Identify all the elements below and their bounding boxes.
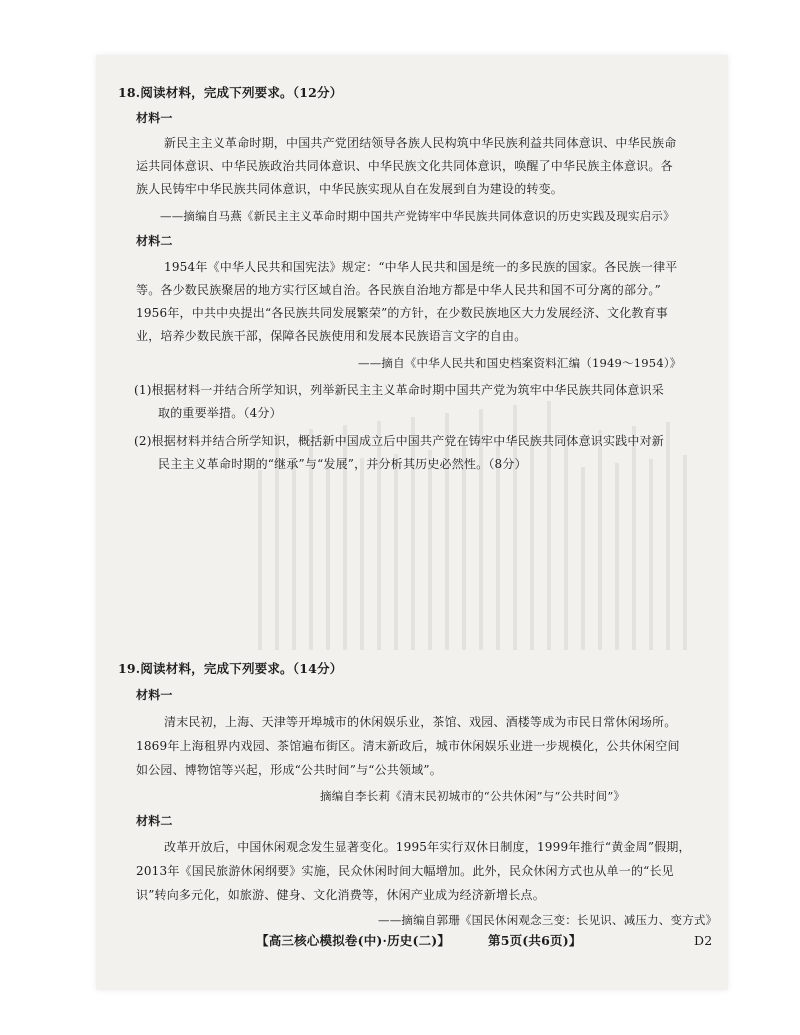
bleed-through-stroke	[598, 430, 602, 650]
q19-material2-line: 2013年《国民旅游休闲纲要》实施，民众休闲时间大幅增加。此外，民众休闲方式也从单一的“长见	[136, 864, 674, 878]
footer-exam-label: 【高三核心模拟卷(中)·历史(二)】	[256, 933, 451, 948]
q18-subquestion-1-cont: 取的重要举措。（4分）	[158, 406, 282, 420]
q19-material2-title: 材料二	[136, 814, 173, 828]
bleed-through-stroke	[564, 434, 568, 650]
footer-version-code: D2	[694, 933, 713, 948]
q18-material2-line: 业，培养少数民族干部，保障各民族使用和发展本民族语言文字的自由。	[136, 329, 527, 343]
bleed-through-stroke	[530, 438, 534, 650]
exam-page	[96, 55, 728, 990]
q18-material1-source: ——摘编自马燕《新民主主义革命时期中国共产党铸牢中华民族共同体意识的历史实践及现实启示》	[160, 209, 675, 223]
q18-subquestion-2: (2)根据材料并结合所学知识，概括新中国成立后中国共产党在铸牢中华民族共同体意识实践中对新	[134, 434, 665, 448]
bleed-through-stroke	[462, 446, 466, 650]
bleed-through-stroke	[394, 454, 398, 650]
q18-material1-line: 运共同体意识、中华民族政治共同体意识、中华民族文化共同体意识，唤醒了中华民族主体意识。各	[136, 159, 673, 173]
q19-material1-source: 摘编自李长莉《清末民初城市的“公共休闲”与“公共时间”》	[320, 789, 626, 803]
bleed-through-stroke	[292, 466, 296, 650]
bleed-through-stroke	[258, 470, 262, 650]
bleed-through-stroke	[326, 462, 330, 650]
q18-material2-line: 1954年《中华人民共和国宪法》规定：“中华人民共和国是统一的多民族的国家。各民族一律平	[164, 260, 678, 274]
q18-material2-line: 1956年，中共中央提出“各民族共同发展繁荣”的方针，在少数民族地区大力发展经济、文化教育事	[136, 306, 669, 320]
q18-material2-title: 材料二	[136, 234, 173, 248]
bleed-through-stroke	[428, 450, 432, 650]
bleed-through-stroke	[632, 426, 636, 650]
bleed-through-stroke	[666, 422, 670, 650]
bleed-through-stroke	[615, 463, 619, 650]
q18-material2-source: ——摘自《中华人民共和国史档案资料汇编（1949～1954）》	[358, 356, 682, 370]
footer-page-number: 第5页(共6页)】	[488, 933, 582, 948]
q18-subquestion-1: (1)根据材料一并结合所学知识，列举新民主主义革命时期中国共产党为筑牢中华民族共同体意识采	[134, 383, 665, 397]
bleed-through-stroke	[360, 458, 364, 650]
bleed-through-stroke	[411, 417, 415, 650]
q19-title: 19.阅读材料，完成下列要求。（14分）	[118, 661, 343, 676]
bleed-through-stroke	[649, 459, 653, 650]
q18-subquestion-2-cont: 民主主义革命时期的“继承”与“发展”，并分析其历史必然性。（8分）	[158, 457, 527, 471]
q19-material1-line: 如公园、博物馆等兴起，形成“公共时间”与“公共领域”。	[136, 763, 442, 777]
bleed-through-stroke	[581, 467, 585, 650]
q19-material1-line: 清末民初，上海、天津等开埠城市的休闲娱乐业，茶馆、戏园、酒楼等成为市民日常休闲场所。	[164, 715, 677, 729]
bleed-through-stroke	[496, 442, 500, 650]
bleed-through-stroke	[683, 455, 687, 650]
q19-material1-title: 材料一	[136, 688, 173, 702]
q19-material2-source: ——摘编自郭珊《国民休闲观念三变：长见识、减压力、变方式》	[378, 913, 718, 927]
q19-material2-line: 识”转向多元化，如旅游、健身、文化消费等，休闲产业成为经济新增长点。	[136, 888, 545, 902]
q18-material1-title: 材料一	[136, 111, 173, 125]
q19-material2-line: 改革开放后，中国休闲观念发生显著变化。1995年实行双休日制度，1999年推行“黄金周”假期，	[164, 840, 691, 854]
q18-material1-line: 新民主主义革命时期，中国共产党团结领导各族人民构筑中华民族利益共同体意识、中华民族命	[164, 136, 677, 150]
q18-title: 18.阅读材料，完成下列要求。（12分）	[118, 85, 343, 100]
q18-material2-line: 等。各少数民族聚居的地方实行区域自治。各民族自治地方都是中华人民共和国不可分离的部分。”	[136, 283, 661, 297]
q18-material1-line: 族人民铸牢中华民族共同体意识，中华民族实现从自在发展到自为建设的转变。	[136, 182, 564, 196]
q19-material1-line: 1869年上海租界内戏园、茶馆遍布街区。清末新政后，城市休闲娱乐业进一步规模化，公共休闲空间	[136, 739, 680, 753]
